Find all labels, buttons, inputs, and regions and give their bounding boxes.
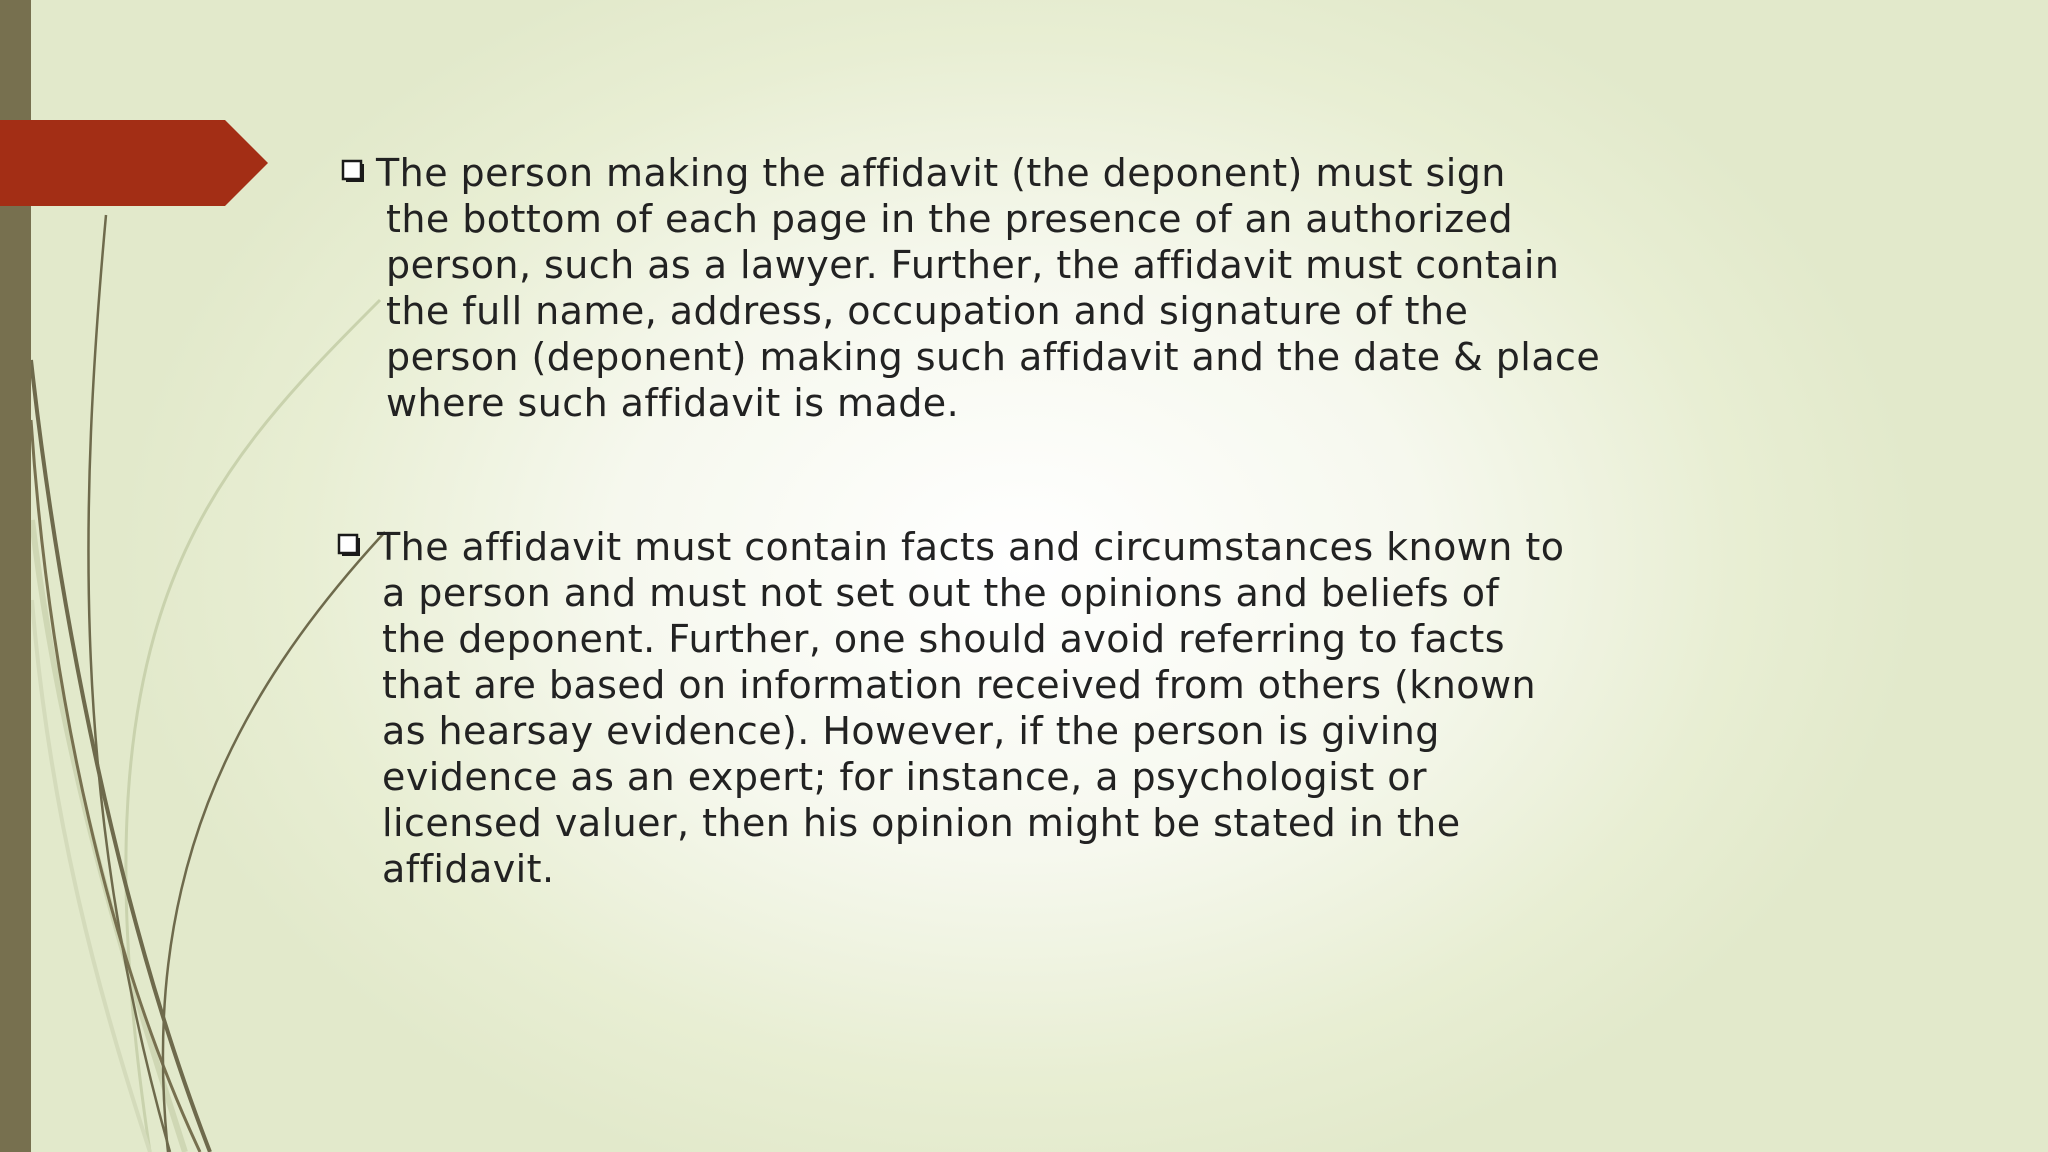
bullet-text: The person making the affidavit (the deponent) must sign the bottom of each page in the presence of an authorized person, such as a lawyer. Further, the affidavit must contain the full name, address, occupation and signature of the person (deponent) making such affidavit and the date & place where such affidavit is made.	[376, 151, 1601, 425]
checkbox-square-icon	[341, 159, 367, 185]
checkbox-square-icon	[337, 533, 363, 559]
dark-curve-1	[88, 215, 170, 1152]
red-arrow-tab	[0, 120, 268, 206]
bullet-item-facts	[335, 524, 1635, 892]
bullet-item-signing	[338, 150, 1638, 426]
bullet-text: The affidavit must contain facts and circumstances known to a person and must not set out the opinions and beliefs of the deponent. Further, one should avoid referring to facts that are based on information received from others (known as hearsay evidence). However, if the person is giving evidence as an expert; for instance, a psychologist or licensed valuer, then his opinion might be stated in the affidavit.	[377, 525, 1565, 891]
dark-curve-2	[31, 360, 210, 1152]
